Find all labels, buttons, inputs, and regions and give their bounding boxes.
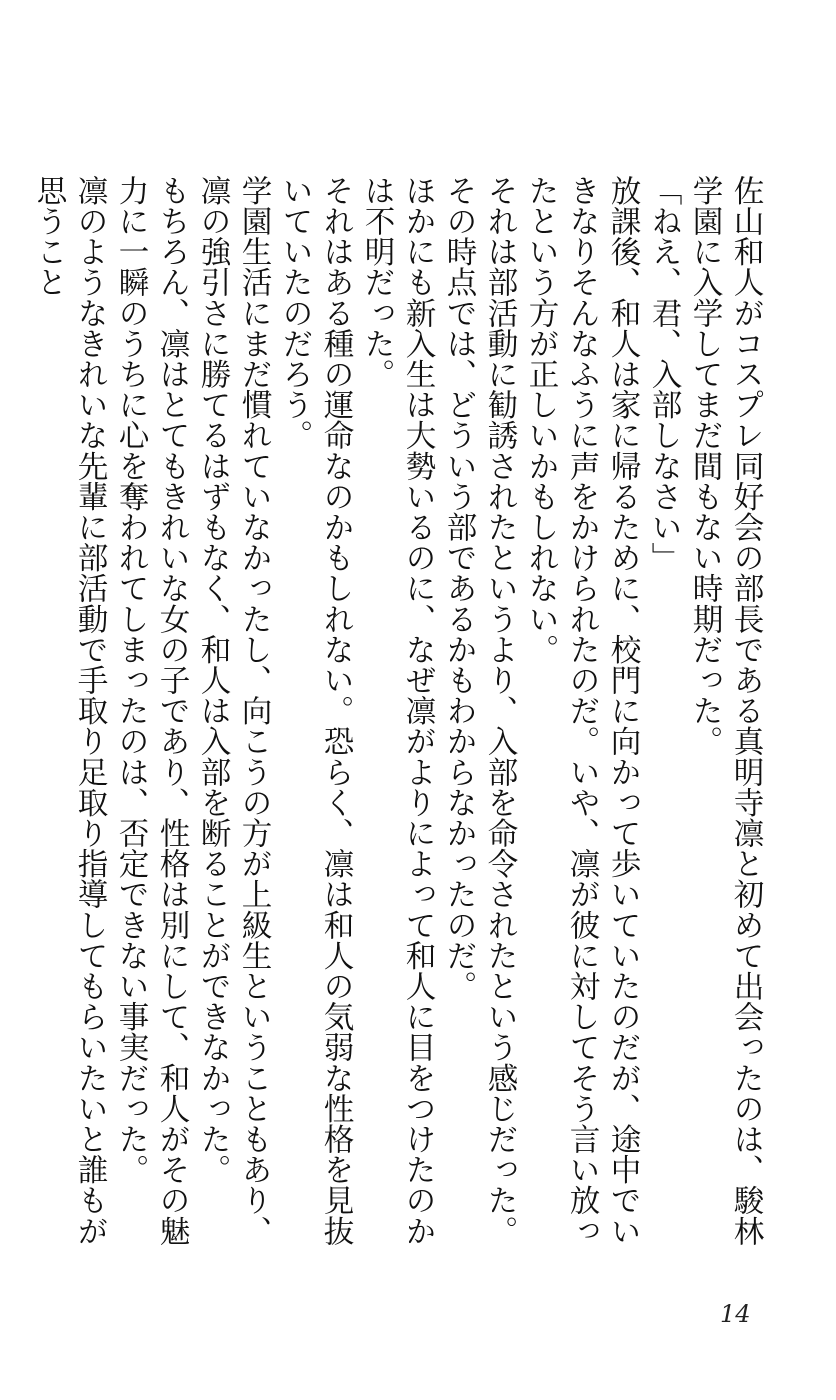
page-number: 14	[720, 1300, 751, 1328]
paragraph: ほかにも新入生は大勢いるのに、なぜ凛がよりによって和人に目をつけたのかは不明だった。	[359, 175, 435, 1246]
paragraph: それは部活動に勧誘されたというより、入部を命令されたという感じだった。その時点では、どういう部であるかもわからなかったのだ。	[441, 175, 517, 1246]
paragraph: 「ねえ、君、入部しなさい」	[646, 175, 681, 573]
paragraph: 放課後、和人は家に帰るために、校門に向かって歩いていたのだが、途中でいきなりそんなふうに声をかけられたのだ。いや、凛が彼に対してそう言い放ったという方が正しいかもしれない。	[523, 175, 640, 1246]
paragraph: 佐山和人がコスプレ同好会の部長である真明寺凛と初めて出会ったのは、駿林学園に入学してまだ間もない時期だった。	[687, 175, 763, 1246]
paragraph: 学園生活にまだ慣れていなかったし、向こうの方が上級生ということもあり、凛の強引さに勝てるはずもなく、和人は入部を断ることができなかった。	[195, 175, 271, 1246]
paragraph: もちろん、凛はとてもきれいな女の子であり、性格は別にして、和人がその魅力に一瞬のうちに心を奪われてしまったのは、否定できない事実だった。	[113, 175, 189, 1246]
paragraph: 凛のようなきれいな先輩に部活動で手取り足取り指導してもらいたいと誰もが思うこと	[31, 175, 107, 1246]
paragraph: それはある種の運命なのかもしれない。恐らく、凛は和人の気弱な性格を見抜いていたのだろう。	[277, 175, 353, 1246]
body-text	[31, 175, 766, 1275]
